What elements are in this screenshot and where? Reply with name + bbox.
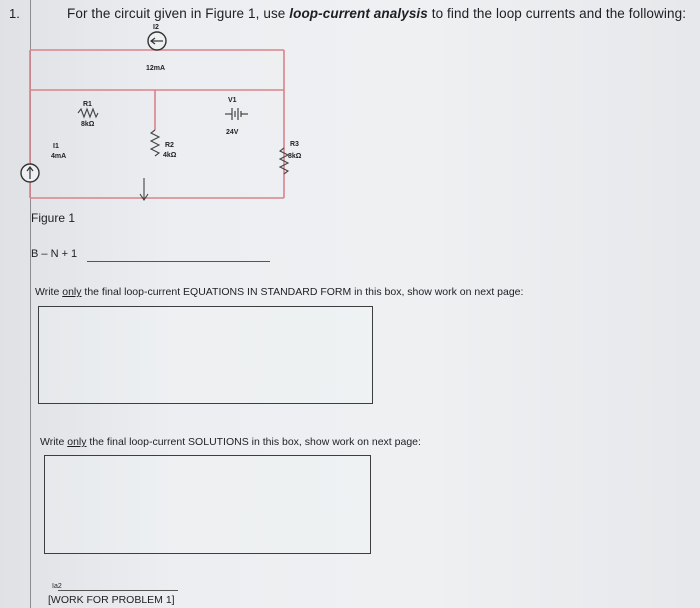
- bn-answer-line[interactable]: [87, 261, 270, 262]
- question-text: For the circuit given in Figure 1, use loop-current analysis to find the loop currents and the following:: [67, 6, 687, 21]
- current-source-i2: [148, 32, 166, 50]
- i2-name-label: I2: [153, 24, 159, 31]
- r2-name-label: R2: [165, 142, 174, 149]
- work-footer: [WORK FOR PROBLEM 1]: [48, 594, 175, 606]
- i1-name-label: I1: [53, 143, 59, 150]
- r1-value-label: 8kΩ: [81, 121, 95, 128]
- r3-value-label: 8kΩ: [288, 153, 302, 160]
- i2-value-label: 12mA: [146, 65, 166, 72]
- v1-name-label: V1: [228, 97, 237, 104]
- circuit-figure-1: [22, 24, 302, 208]
- equations-answer-box[interactable]: [38, 306, 373, 404]
- ia2-label: Ia2: [52, 583, 62, 590]
- r3-name-label: R3: [290, 141, 299, 148]
- current-source-i1: [21, 164, 39, 182]
- voltage-source-v1: [225, 108, 248, 120]
- v1-value-label: 24V: [226, 129, 239, 136]
- circuit-wires: [30, 50, 284, 198]
- ia2-answer-line[interactable]: [58, 590, 178, 591]
- r2-value-label: 4kΩ: [163, 152, 177, 159]
- figure-caption: Figure 1: [31, 211, 76, 225]
- solutions-instruction: Write only the final loop-current SOLUTIONS in this box, show work on next page:: [40, 436, 421, 448]
- ground-icon: [140, 178, 148, 200]
- resistor-r1: [78, 109, 98, 117]
- question-emphasis: loop-current analysis: [289, 6, 428, 21]
- r1-name-label: R1: [83, 101, 92, 108]
- solutions-answer-box[interactable]: [44, 455, 371, 554]
- question-number: 1.: [9, 6, 20, 21]
- bn-prompt: B – N + 1: [31, 248, 78, 260]
- i1-value-label: 4mA: [51, 153, 67, 160]
- equations-instruction: Write only the final loop-current EQUATIONS IN STANDARD FORM in this box, show work on next page:: [35, 286, 524, 298]
- resistor-r2: [151, 130, 159, 156]
